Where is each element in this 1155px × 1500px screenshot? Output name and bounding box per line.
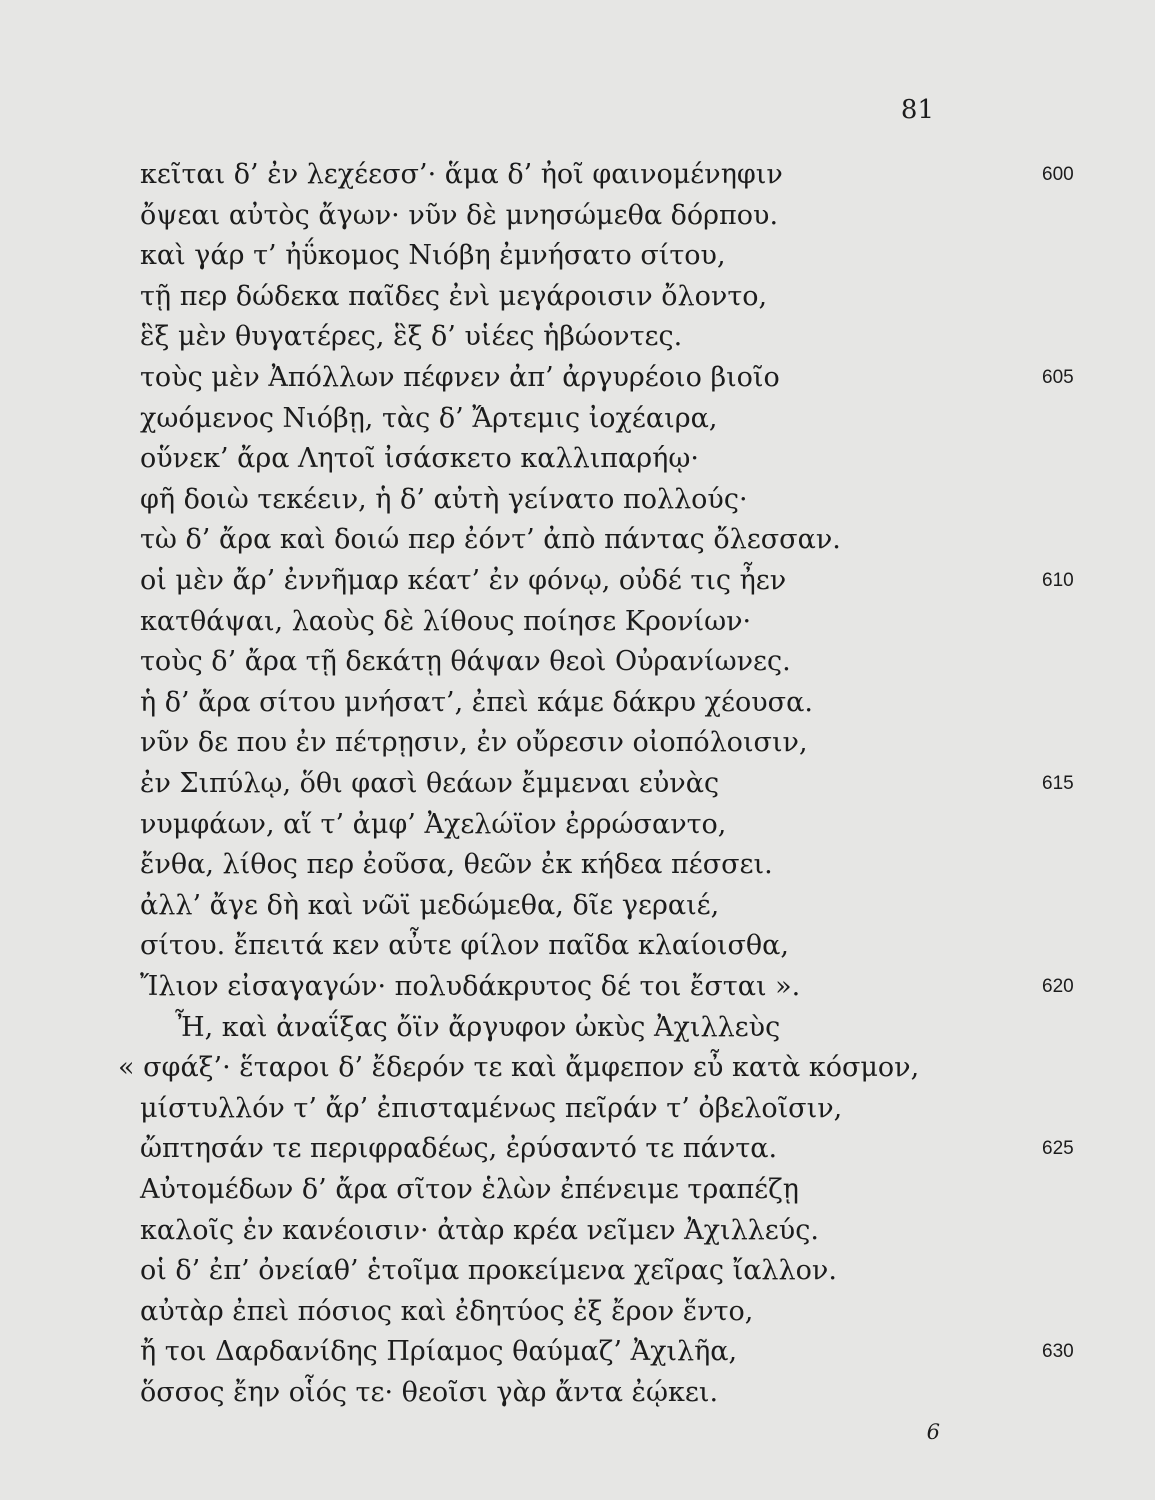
verse-line xyxy=(140,1254,1010,1288)
verse-line xyxy=(140,1092,1010,1126)
verse-line xyxy=(140,645,1010,679)
verse-text: χωόμενος Νιόβῃ, τὰς δ’ Ἄρτεμις ἰοχέαιρα, xyxy=(140,403,718,434)
verse-text: σίτου. ἔπειτά κεν αὖτε φίλον παῖδα κλαίοισθα, xyxy=(140,930,790,961)
verse-line xyxy=(140,280,1010,314)
verse-text: ὄψεαι αὐτὸς ἄγων· νῦν δὲ μνησώμεθα δόρπου. xyxy=(140,200,779,231)
verse-text: κεῖται δ’ ἐν λεχέεσσ’· ἅμα δ’ ἠοῖ φαινομένηφιν xyxy=(140,159,783,190)
verse-text: ὤπτησάν τε περιφραδέως, ἐρύσαντό τε πάντα. xyxy=(140,1133,778,1164)
verse-text: νῦν δε που ἐν πέτρῃσιν, ἐν οὔρεσιν οἰοπόλοισιν, xyxy=(140,727,808,758)
verse-text: ἐν Σιπύλῳ, ὅθι φασὶ θεάων ἔμμεναι εὐνὰς xyxy=(140,768,720,799)
line-number: 630 xyxy=(1042,1341,1074,1362)
verse-text: οἱ μὲν ἄρ’ ἐννῆμαρ κέατ’ ἐν φόνῳ, οὐδέ τις ἦεν xyxy=(140,565,787,596)
verse-line xyxy=(140,158,1074,192)
verse-line xyxy=(140,1295,1010,1329)
verse-text: οὕνεκ’ ἄρα Λητοῖ ἰσάσκετο καλλιπαρήῳ· xyxy=(140,443,699,474)
verse-line xyxy=(140,1173,1010,1207)
verse-text: τοὺς μὲν Ἀπόλλων πέφνεν ἀπ’ ἀργυρέοιο βιοῖο xyxy=(140,362,780,393)
verse-text: αὐτὰρ ἐπεὶ πόσιος καὶ ἐδητύος ἐξ ἔρον ἕντο, xyxy=(140,1296,754,1327)
verse-line xyxy=(140,199,1010,233)
line-number: 625 xyxy=(1042,1138,1074,1159)
verse-text: νυμφάων, αἵ τ’ ἀμφ’ Ἀχελώϊον ἐρρώσαντο, xyxy=(140,809,727,840)
verse-line xyxy=(140,808,1010,842)
verse-line xyxy=(140,361,1074,395)
verse-line xyxy=(140,889,1010,923)
verse-text: τοὺς δ’ ἄρα τῇ δεκάτῃ θάψαν θεοὶ Οὐρανίωνες. xyxy=(140,646,791,677)
verse-text: μίστυλλόν τ’ ἄρ’ ἐπισταμένως πεῖράν τ’ ὀβελοῖσιν, xyxy=(140,1093,843,1124)
line-number: 600 xyxy=(1042,164,1074,185)
verse-text: « σφάξ’· ἕταροι δ’ ἔδερόν τε καὶ ἄμφεπον εὖ κατὰ κόσμον, xyxy=(118,1052,920,1083)
verse-text: ἤ τοι Δαρδανίδης Πρίαμος θαύμαζ’ Ἀχιλῆα, xyxy=(140,1336,738,1367)
verse-text: καὶ γάρ τ’ ἠΰκομος Νιόβη ἐμνήσατο σίτου, xyxy=(140,240,726,271)
verse-line xyxy=(140,1335,1074,1369)
line-number: 615 xyxy=(1042,773,1074,794)
verse-text: οἱ δ’ ἐπ’ ὀνείαθ’ ἑτοῖμα προκείμενα χεῖρας ἴαλλον. xyxy=(140,1255,837,1286)
verse-text: φῆ δοιὼ τεκέειν, ἡ δ’ αὐτὴ γείνατο πολλούς· xyxy=(140,484,748,515)
verse-line xyxy=(140,929,1010,963)
line-number: 610 xyxy=(1042,570,1074,591)
verse-line xyxy=(140,1376,1010,1410)
verse-line xyxy=(140,402,1010,436)
signature-mark: 6 xyxy=(926,1420,940,1444)
verse-text: Αὐτομέδων δ’ ἄρα σῖτον ἑλὼν ἐπένειμε τραπέζῃ xyxy=(140,1174,799,1205)
verse-text: Ἴλιον εἰσαγαγών· πολυδάκρυτος δέ τοι ἔσται ». xyxy=(140,971,801,1002)
verse-text: τῇ περ δώδεκα παῖδες ἐνὶ μεγάροισιν ὄλοντο, xyxy=(140,281,768,312)
verse-line xyxy=(140,605,1010,639)
verse-line xyxy=(140,564,1074,598)
verse-text: ἔνθα, λίθος περ ἐοῦσα, θεῶν ἐκ κήδεα πέσσει. xyxy=(140,849,773,880)
verse-line xyxy=(140,1132,1074,1166)
verse-line xyxy=(140,320,1010,354)
line-number: 605 xyxy=(1042,367,1074,388)
verse-text: κατθάψαι, λαοὺς δὲ λίθους ποίησε Κρονίων· xyxy=(140,606,752,637)
verse-line xyxy=(118,1051,988,1085)
verse-text: καλοῖς ἐν κανέοισιν· ἀτὰρ κρέα νεῖμεν Ἀχιλλεύς. xyxy=(140,1215,819,1246)
verse-text: τὼ δ’ ἄρα καὶ δοιώ περ ἐόντ’ ἀπὸ πάντας ὄλεσσαν. xyxy=(140,524,841,555)
verse-text: ὅσσος ἔην οἷός τε· θεοῖσι γὰρ ἄντα ἐῴκει. xyxy=(140,1377,719,1408)
verse-text: ἡ δ’ ἄρα σίτου μνήσατ’, ἐπεὶ κάμε δάκρυ χέουσα. xyxy=(140,687,813,718)
verse-line xyxy=(140,442,1010,476)
verse-line xyxy=(140,1214,1010,1248)
verse-line xyxy=(140,970,1074,1004)
verse-line xyxy=(140,848,1010,882)
verse-text: Ἦ, καὶ ἀναΐξας ὄϊν ἄργυφον ὠκὺς Ἀχιλλεὺς xyxy=(175,1012,781,1043)
verse-text: ἀλλ’ ἄγε δὴ καὶ νῶϊ μεδώμεθα, δῖε γεραιέ, xyxy=(140,890,720,921)
verse-line xyxy=(140,686,1010,720)
line-number: 620 xyxy=(1042,976,1074,997)
verse-line xyxy=(140,483,1010,517)
verse-line xyxy=(175,1011,1045,1045)
verse-line xyxy=(140,239,1010,273)
verse-line xyxy=(140,523,1010,557)
verse-line xyxy=(140,767,1074,801)
verse-text: ἓξ μὲν θυγατέρες, ἓξ δ’ υἱέες ἡβώοντες. xyxy=(140,321,683,352)
verse-line xyxy=(140,726,1010,760)
page-number: 81 xyxy=(900,95,934,125)
